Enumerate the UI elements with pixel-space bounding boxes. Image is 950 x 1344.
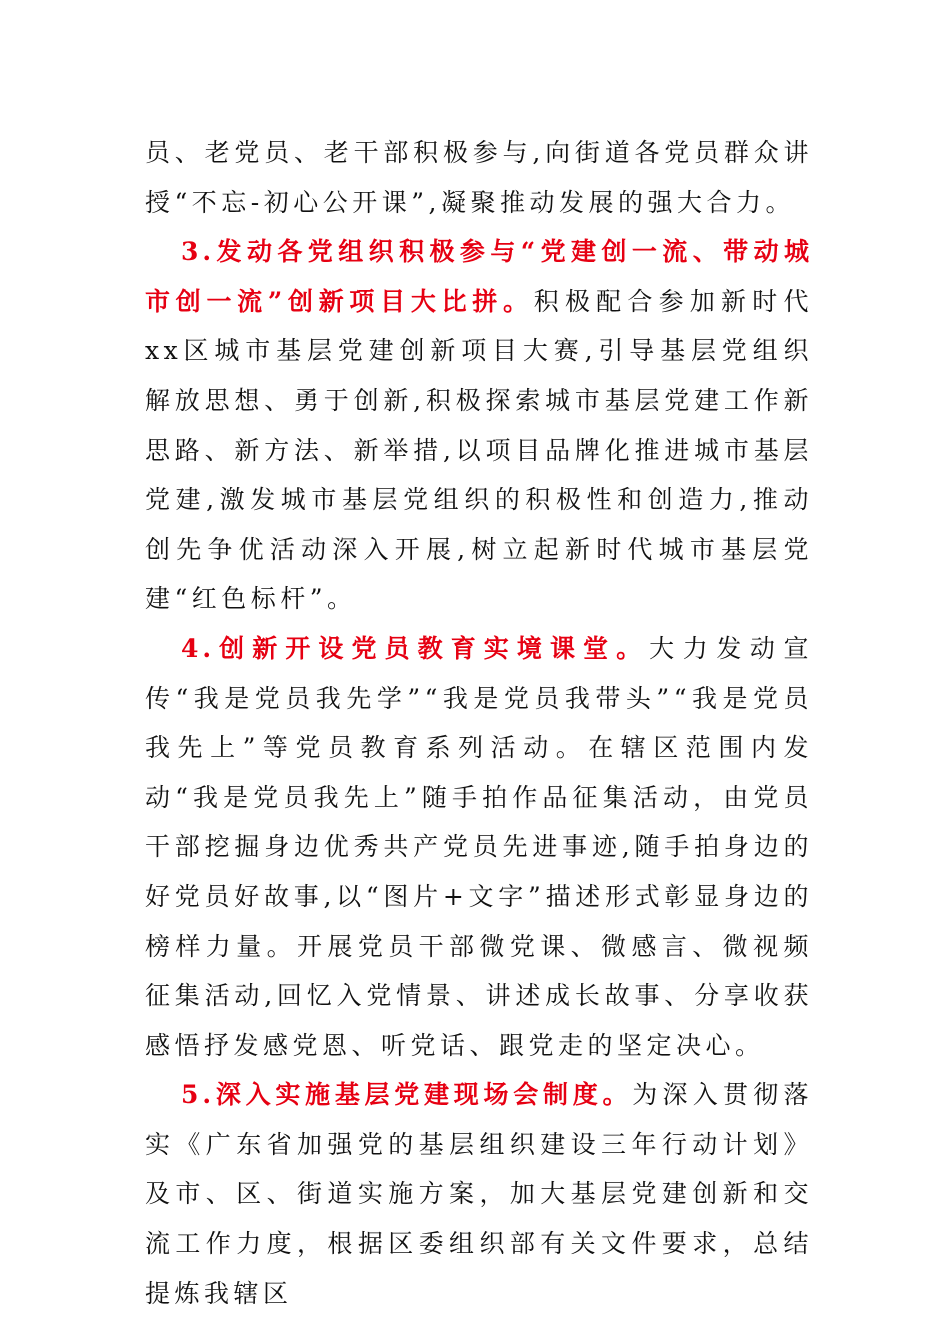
paragraph-heading: 3.发动各党组织积极参与“党建创一流、带动城市创一流”创新项目大比拼。 <box>145 237 813 316</box>
paragraph-continuation <box>145 128 813 227</box>
paragraph-text: 积极配合参加新时代xx区城市基层党建创新项目大赛,引导基层党组织解放思想、勇于创新,积极探索城市基层党建工作新思路、新方法、新举措,以项目品牌化推进城市基层党建,激发城市基层党组织的积极性和创造力,推动创先争优活动深入开展,树立起新时代城市基层党建“红色标杆”。 <box>145 286 813 614</box>
paragraph-item-4 <box>145 624 813 1070</box>
paragraph-item-5 <box>145 1070 813 1318</box>
document-body <box>145 128 813 1318</box>
paragraph-text: 大力发动宣传“我是党员我先学”“我是党员我带头”“我是党员我先上”等党员教育系列活动。在辖区范围内发动“我是党员我先上”随手拍作品征集活动，由党员干部挖掘身边优秀共产党员先进事迹,随手拍身边的好党员好故事,以“图片+文字”描述形式彰显身边的榜样力量。开展党员干部微党课、微感言、微视频征集活动,回忆入党情景、讲述成长故事、分享收获感悟抒发感党恩、听党话、跟党走的坚定决心。 <box>145 633 813 1060</box>
paragraph-heading: 4.创新开设党员教育实境课堂。 <box>181 633 650 663</box>
paragraph-heading: 5.深入实施基层党建现场会制度。 <box>181 1080 633 1110</box>
paragraph-text: 员、老党员、老干部积极参与,向街道各党员群众讲授“不忘-初心公开课”,凝聚推动发展的强大合力。 <box>145 138 813 217</box>
paragraph-item-3 <box>145 227 813 624</box>
paragraph-text: 为深入贯彻落实《广东省加强党的基层组织建设三年行动计划》及市、区、街道实施方案，加大基层党建创新和交流工作力度，根据区委组织部有关文件要求，总结提炼我辖区 <box>145 1080 813 1308</box>
